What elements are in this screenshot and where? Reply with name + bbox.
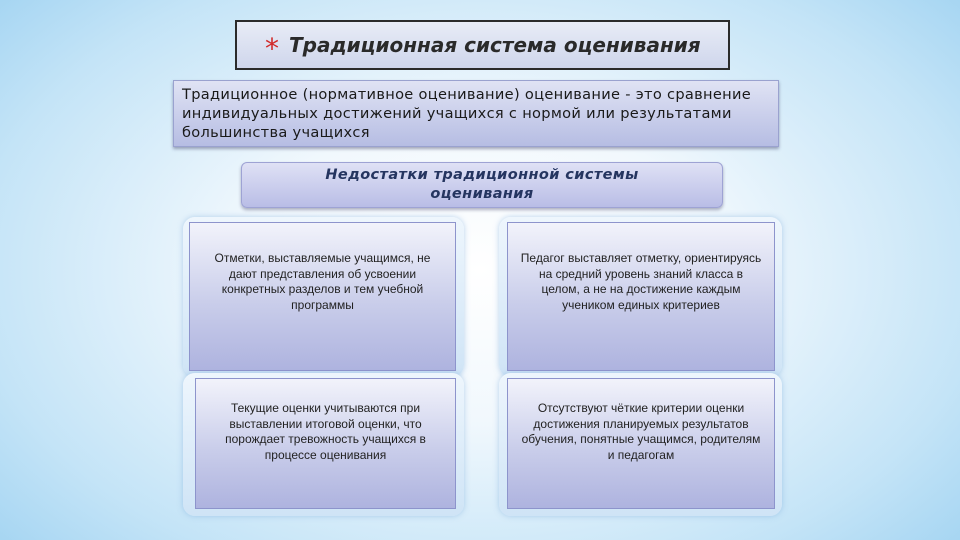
card-2 bbox=[507, 222, 775, 371]
card-4 bbox=[507, 378, 775, 509]
card-1 bbox=[189, 222, 456, 371]
slide-title bbox=[235, 20, 730, 70]
title-bullet: * bbox=[265, 32, 279, 65]
card-4-text: Отсутствуют чёткие критерии оценки достижения планируемых результатов обучения, понятные учащимся, родителям и педагогам bbox=[521, 401, 761, 462]
section-heading bbox=[241, 162, 723, 208]
card-3-text: Текущие оценки учитываются при выставлении итоговой оценки, что порождает тревожность учащихся в процессе оценивания bbox=[225, 401, 426, 462]
section-heading-text: Недостатки традиционной системы оценивания bbox=[325, 167, 639, 202]
card-2-text: Педагог выставляет отметку, ориентируясь на средний уровень знаний класса в целом, а не на достижение каждым учеником единых критериев bbox=[520, 251, 762, 312]
definition-box: Традиционное (нормативное оценивание) оценивание - это сравнение индивидуальных достижений учащихся с нормой или результатами большинства учащихся bbox=[173, 80, 779, 147]
card-3 bbox=[195, 378, 456, 509]
title-text: Традиционная система оценивания bbox=[289, 33, 701, 57]
card-1-text: Отметки, выставляемые учащимся, не дают представления об усвоении конкретных разделов и тем учебной программы bbox=[214, 251, 431, 312]
